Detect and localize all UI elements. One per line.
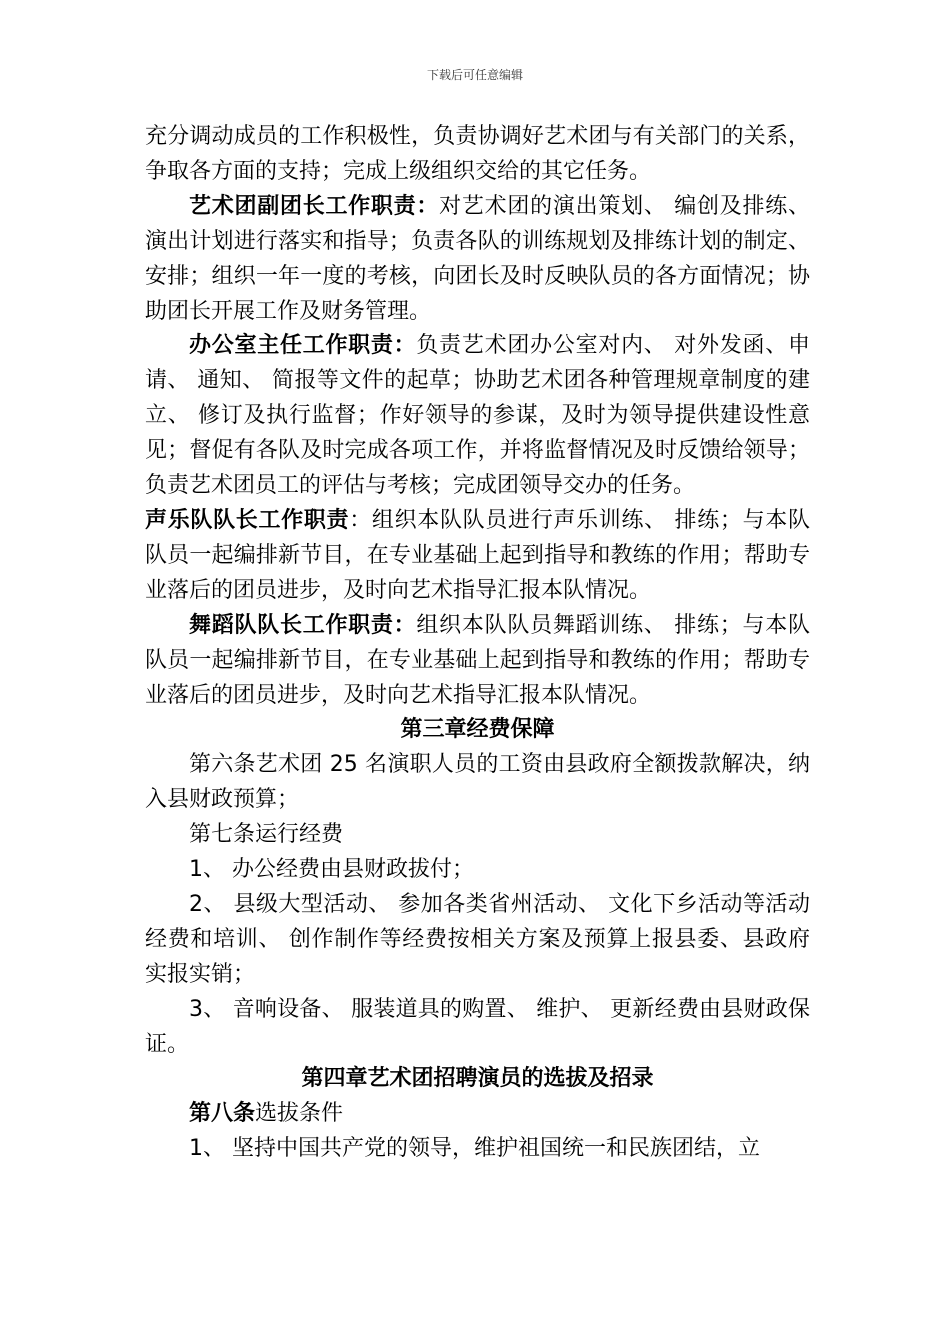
selection-item-1: 1、 坚持中国共产党的领导，维护祖国统一和民族团结，立 [189,1136,760,1162]
article-six: 第六条艺术团 25 名演职人员的工资由县政府全额拨款解决，纳入县财政预算； [145,752,810,813]
funding-item-3: 3、 音响设备、 服装道具的购置、 维护、 更新经费由县财政保证。 [145,996,810,1057]
funding-item-1: 1、 办公经费由县财政拔付； [189,857,474,883]
paragraph-duties-intro: 充分调动成员的工作积极性，负责协调好艺术团与有关部门的关系，争取各方面的支持；完成上级组织交给的其它任务。 [145,124,810,184]
article-eight: 第八条选拔条件 [189,1101,344,1127]
paragraph-vocal-captain-duties: 声乐队队长工作职责：组织本队队员进行声乐训练、 排练；与本队队员一起编排新节目，在专业基础上起到指导和教练的作用；帮助专业落后的团员进步，及时向艺术指导汇报本队情况。 [145,507,810,603]
document-body [145,120,810,1167]
funding-item-2: 2、 县级大型活动、 参加各类省州活动、 文化下乡活动等活动经费和培训、 创作制作等经费按相关方案及预算上报县委、县政府实报实销； [145,891,810,987]
paragraph-office-director-duties: 办公室主任工作职责：负责艺术团办公室对内、 对外发函、申请、 通知、 简报等文件的起草；协助艺术团各种管理规章制度的建立、 修订及执行监督；作好领导的参谋，及时为领导提供建设性意见；督促有各队及时完成各项工作，并将监督情况及时反馈给领导；负责艺术团员工的评估与考核；完成团领导交办的任务。 [145,333,810,499]
paragraph-deputy-director-duties: 艺术团副团长工作职责：对艺术团的演出策划、 编创及排练、 演出计划进行落实和指导；负责各队的训练规划及排练计划的制定、 安排；组织一年一度的考核，向团长及时反映队员的各方面情况；协助团长开展工作及财务管理。 [145,193,810,324]
chapter-four-title: 第四章艺术团招聘演员的选拔及招录 [301,1066,654,1092]
article-seven: 第七条运行经费 [189,822,344,848]
heading-inline: 声乐队队长工作职责 [145,507,350,533]
heading-inline: 舞蹈队队长工作职责： [189,612,417,638]
page-header: 下载后可任意编辑 [426,68,523,82]
heading-inline: 第八条 [189,1101,256,1127]
chapter-three-title: 第三章经费保障 [400,717,555,743]
paragraph-dance-captain-duties: 舞蹈队队长工作职责：组织本队队员舞蹈训练、 排练；与本队队员一起编排新节目，在专业基础上起到指导和教练的作用；帮助专业落后的团员进步，及时向艺术指导汇报本队情况。 [145,612,810,708]
heading-inline: 办公室主任工作职责： [189,333,417,359]
heading-inline: 艺术团副团长工作职责： [189,193,440,219]
